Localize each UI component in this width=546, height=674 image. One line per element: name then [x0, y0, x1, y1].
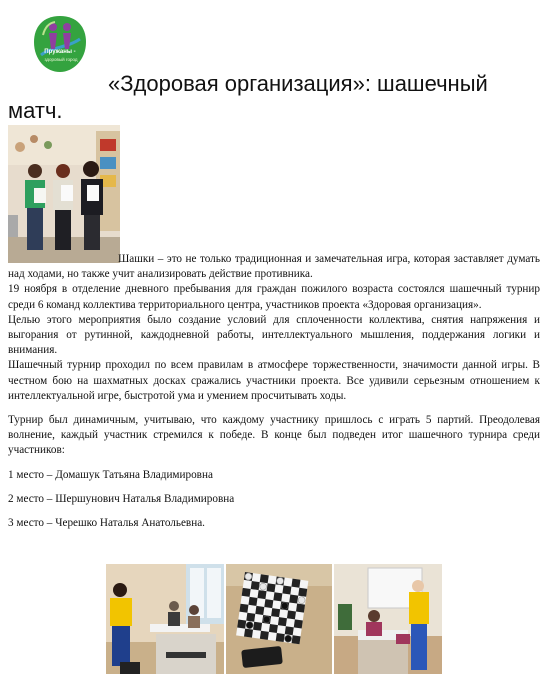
- result-second-place: 2 место – Шершунович Наталья Владимировна: [8, 492, 235, 505]
- result-first-place: 1 место – Домашук Татьяна Владимировна: [8, 468, 213, 481]
- logo-text-line1: Пружаны -: [44, 49, 76, 55]
- paragraph-event: 19 ноября в отделение дневного пребывания для граждан пожилого возраста состоялся шашечный турнир среди 6 команд коллектива территориального центра, участников проекта «Здоровая организация».: [8, 283, 540, 311]
- paragraph-intro: Шашки – это не только традиционная и замечательная игра, которая заставляет думать над ходами, но также учит анализировать действие противника.: [8, 253, 540, 281]
- photo-game-room: [106, 564, 224, 674]
- results-list: [8, 468, 540, 531]
- article-body: [8, 252, 540, 540]
- logo-text-line2: здоровый город: [44, 57, 78, 62]
- logo: [33, 15, 87, 73]
- article-title-text: «Здоровая организация»: шашечный матч.: [8, 71, 488, 123]
- paragraph-purpose: Целью этого мероприятия было создание условий для сплоченности коллектива, снятия напряжения и выгорания от рутинной, каждодневной работы, интеллектуального мышления, поддержания логики и внимания.: [8, 313, 540, 357]
- photo-checkers-board: [226, 564, 332, 674]
- photo-strip: [106, 564, 442, 674]
- result-third-place: 3 место – Черешко Наталья Анатольевна.: [8, 516, 205, 529]
- photo-instructor: [334, 564, 442, 674]
- article-title: [8, 70, 538, 124]
- paragraph-rules: Шашечный турнир проходил по всем правилам в атмосфере торжественности, значимости данной игры. В честном бою на шахматных досках сражались участники проекта. Все удивили серьезным отношением к интеллектуальной игре, быстротой ума и умением просчитывать ходы.: [8, 359, 540, 402]
- paragraph-summary: Турнир был динамичным, учитываю, что каждому участнику пришлось с играть 5 партий. Преодолевая волнение, каждый участник стремился к победе. В конце был подведен итог шашечного турнира среди участников:: [8, 414, 540, 457]
- photo-award-ceremony: [8, 125, 120, 263]
